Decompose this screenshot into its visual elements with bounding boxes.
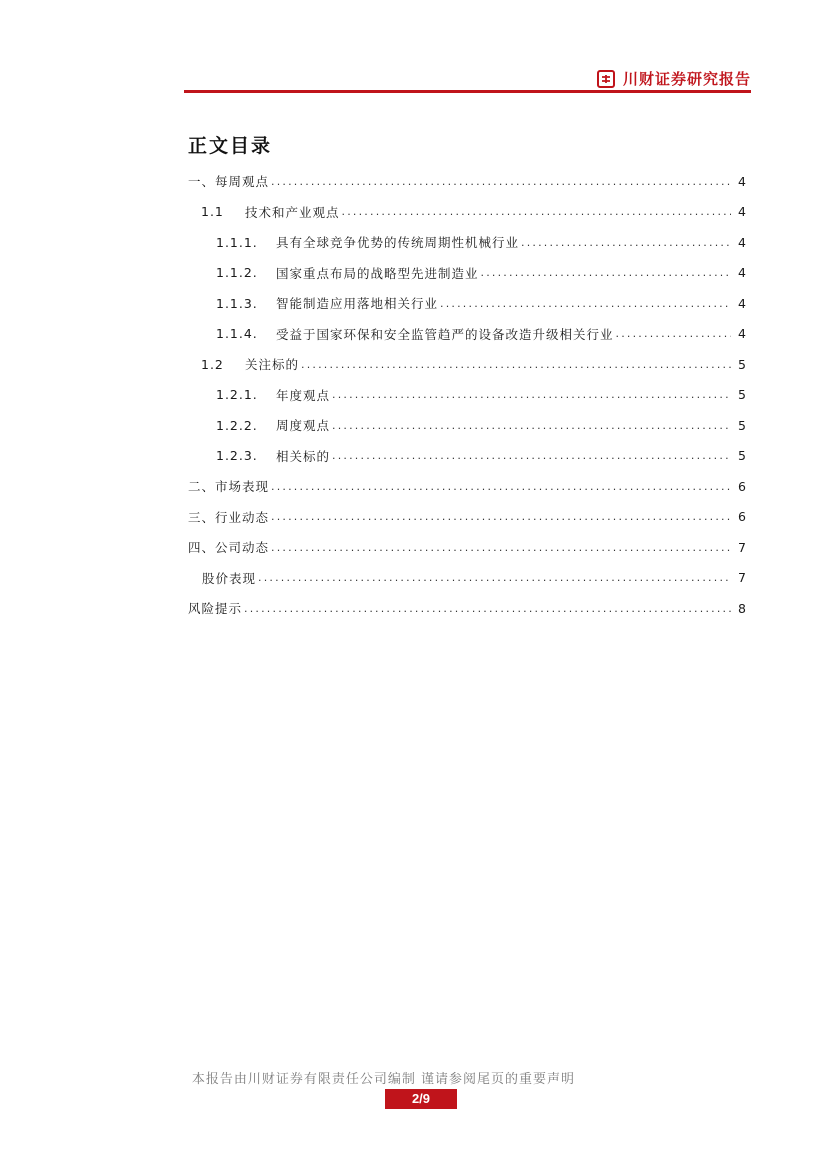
toc-leader-dots: [258, 571, 731, 584]
toc-entry-label: 关注标的: [245, 357, 300, 373]
toc-entry-number: 1.1.1.: [216, 234, 258, 250]
toc-entry-number: 1.1.3.: [216, 295, 258, 311]
toc-entry-page: 5: [738, 448, 747, 464]
toc-entry-number: 1.1: [201, 204, 224, 220]
toc-entry-label: 周度观点: [276, 418, 331, 434]
toc-entry[interactable]: [188, 471, 747, 502]
toc-entry[interactable]: [188, 563, 747, 594]
page-number-badge: 2/9: [385, 1089, 457, 1109]
toc-entry-page: 5: [738, 417, 747, 433]
table-of-contents: [188, 166, 747, 624]
toc-leader-dots: [271, 175, 731, 188]
toc-entry-label: 国家重点布局的战略型先进制造业: [276, 265, 479, 281]
toc-entry[interactable]: [188, 532, 747, 563]
toc-entry-label: 三、行业动态: [188, 509, 270, 525]
toc-entry-label: 股价表现: [202, 570, 257, 586]
toc-leader-dots: [616, 327, 731, 340]
toc-title: 正文目录: [188, 135, 273, 157]
toc-entry[interactable]: [188, 380, 747, 411]
toc-entry[interactable]: [188, 593, 747, 624]
toc-entry-page: 4: [738, 326, 747, 342]
toc-entry-page: 4: [738, 234, 747, 250]
toc-leader-dots: [332, 388, 731, 401]
toc-entry-label: 二、市场表现: [188, 479, 270, 495]
toc-entry-page: 6: [738, 509, 747, 525]
toc-entry-label: 四、公司动态: [188, 540, 270, 556]
toc-entry-page: 7: [738, 539, 747, 555]
toc-entry-page: 4: [738, 204, 747, 220]
toc-leader-dots: [271, 480, 731, 493]
toc-entry[interactable]: [188, 288, 747, 319]
toc-entry[interactable]: [188, 410, 747, 441]
toc-entry-page: 4: [738, 265, 747, 281]
toc-leader-dots: [521, 236, 731, 249]
toc-entry-label: 一、每周观点: [188, 174, 270, 190]
toc-entry-page: 5: [738, 387, 747, 403]
disclaimer-note: 本报告由川财证券有限责任公司编制 谨请参阅尾页的重要声明: [191, 1072, 576, 1087]
brand: [597, 68, 751, 89]
toc-leader-dots: [332, 419, 731, 432]
toc-entry[interactable]: [188, 349, 747, 380]
toc-entry-number: 1.2: [201, 356, 224, 372]
toc-entry-label: 风险提示: [188, 601, 243, 617]
toc-entry[interactable]: [188, 319, 747, 350]
toc-entry-page: 4: [738, 173, 747, 189]
toc-leader-dots: [440, 297, 731, 310]
toc-leader-dots: [481, 266, 731, 279]
toc-entry-number: 1.1.4.: [216, 326, 258, 342]
toc-entry-number: 1.2.1.: [216, 387, 258, 403]
header-divider: [184, 90, 751, 93]
toc-entry-label: 智能制造应用落地相关行业: [276, 296, 439, 312]
toc-entry-page: 8: [738, 600, 747, 616]
toc-entry-label: 受益于国家环保和安全监管趋严的设备改造升级相关行业: [276, 326, 614, 342]
toc-entry-page: 4: [738, 295, 747, 311]
toc-entry-number: 1.2.3.: [216, 448, 258, 464]
toc-entry[interactable]: [188, 441, 747, 472]
toc-entry[interactable]: [188, 258, 747, 289]
toc-entry-number: 1.2.2.: [216, 417, 258, 433]
toc-leader-dots: [271, 510, 731, 523]
toc-entry-label: 相关标的: [276, 448, 331, 464]
toc-leader-dots: [301, 358, 731, 371]
brand-name: 川财证券研究报告: [622, 70, 751, 88]
toc-entry-label: 年度观点: [276, 387, 331, 403]
toc-leader-dots: [332, 449, 731, 462]
toc-leader-dots: [244, 602, 731, 615]
toc-entry[interactable]: [188, 197, 747, 228]
toc-entry[interactable]: [188, 502, 747, 533]
toc-leader-dots: [271, 541, 731, 554]
chuancai-logo-icon: [597, 70, 615, 88]
toc-entry-page: 7: [738, 570, 747, 586]
toc-leader-dots: [342, 205, 731, 218]
toc-entry-label: 技术和产业观点: [245, 204, 340, 220]
toc-entry-number: 1.1.2.: [216, 265, 258, 281]
toc-entry-label: 具有全球竞争优势的传统周期性机械行业: [276, 235, 520, 251]
toc-entry-page: 5: [738, 356, 747, 372]
toc-entry[interactable]: [188, 227, 747, 258]
toc-entry[interactable]: [188, 166, 747, 197]
toc-entry-page: 6: [738, 478, 747, 494]
